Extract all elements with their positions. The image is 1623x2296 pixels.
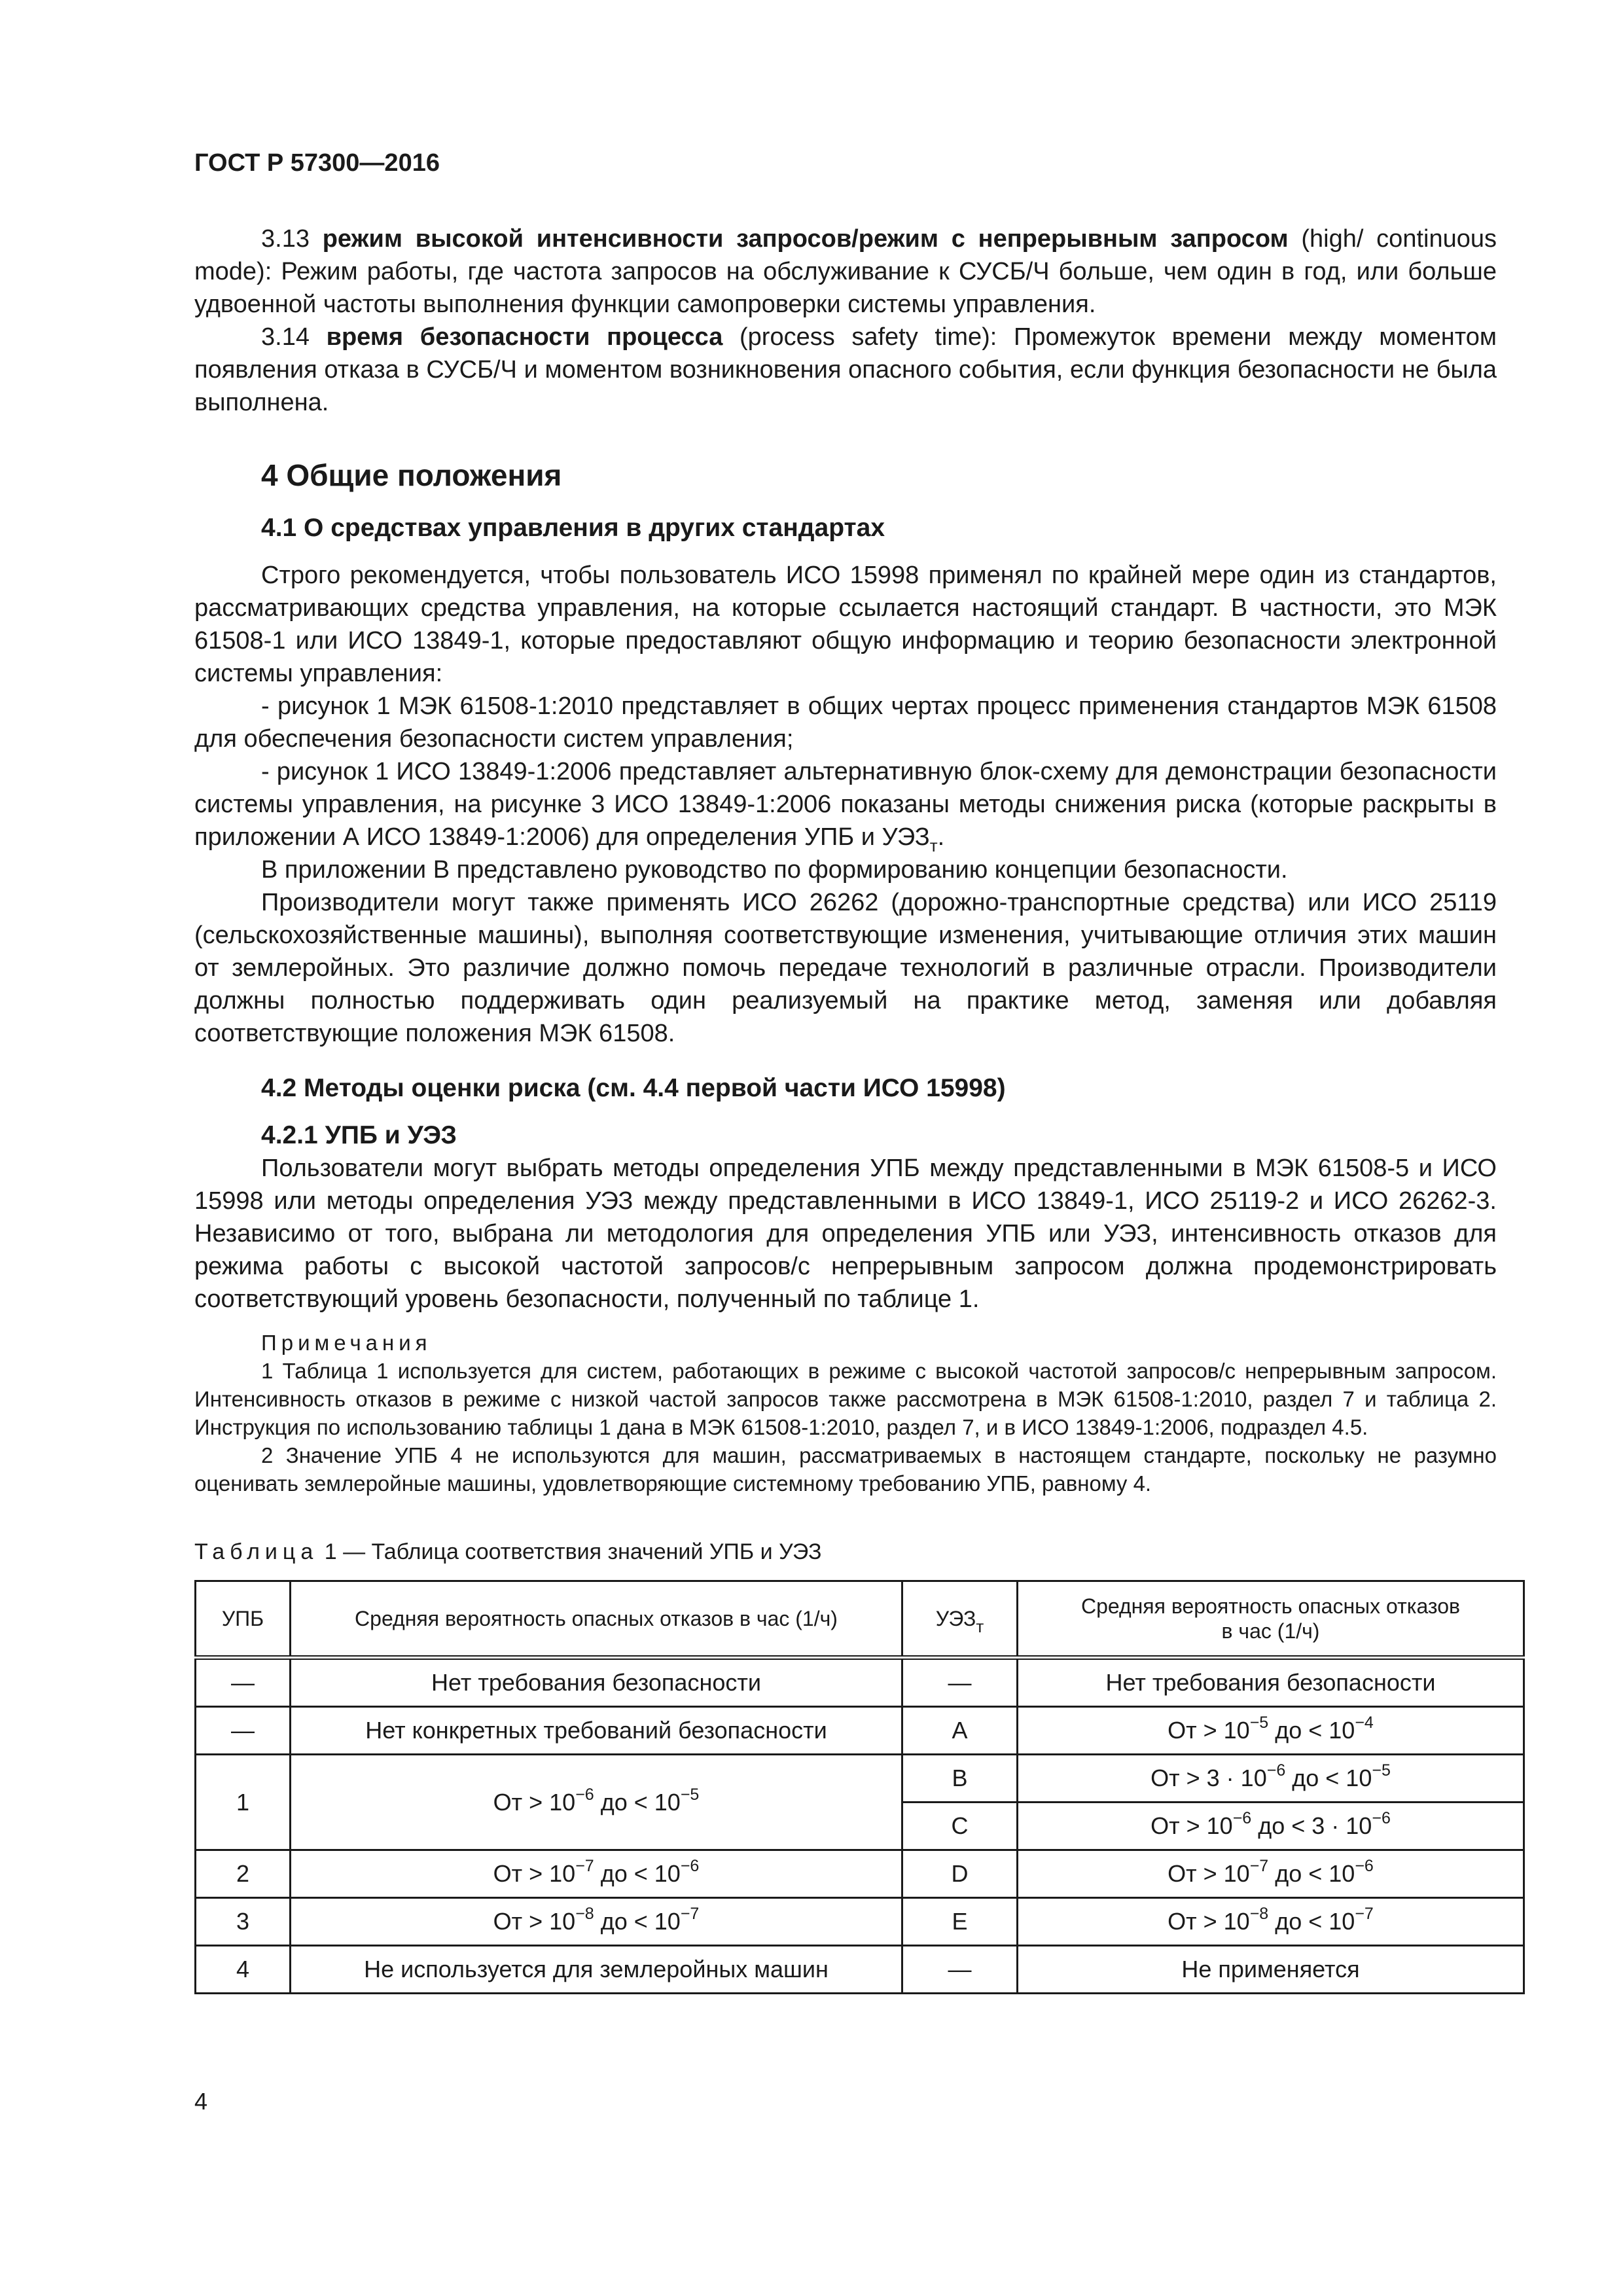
range-to: до < 10	[594, 1908, 681, 1935]
page-number: 4	[194, 2088, 208, 2115]
pl-probability-cell: Нет требования безопасности	[1018, 1658, 1524, 1707]
document-body	[194, 223, 1497, 1994]
column-header-pl	[902, 1581, 1018, 1658]
range-from: От > 10	[1168, 1908, 1250, 1935]
exponent: −7	[1355, 1905, 1374, 1923]
table-caption-label: Таблица	[194, 1539, 319, 1564]
paragraph: Пользователи могут выбрать методы определения УПБ между представленными в МЭК 61508-5 и ИСО 15998 или методы определения УЭЗ между представленными в ИСО 13849-1, ИСО 25119-2 и ИСО 26262-3. Независимо от того, выбрана ли методология для определения УПБ или УЭЗ, интенсивность отказов для режима работы с высокой частотой запросов/с непрерывным запросом должна продемонстрировать соответствующий уровень безопасности, полученный по таблице 1.	[194, 1155, 1497, 1313]
range-from: От > 10	[493, 1860, 576, 1887]
exponent: −8	[1249, 1905, 1269, 1923]
pl-cell: —	[902, 1946, 1018, 1994]
pl-probability-cell	[1018, 1707, 1524, 1755]
header-line-1: Средняя вероятность опасных отказов	[1080, 1594, 1461, 1618]
sil-cell: 2	[196, 1850, 291, 1898]
exponent: −5	[1249, 1713, 1269, 1732]
exponent: −6	[680, 1857, 700, 1875]
table-row	[196, 1946, 1524, 1994]
clause-3-13	[194, 223, 1497, 321]
column-header-pl-probability	[1018, 1581, 1524, 1658]
range-to: до < 10	[1268, 1860, 1355, 1887]
pl-probability-cell: Не применяется	[1018, 1946, 1524, 1994]
column-header-sil: УПБ	[196, 1581, 291, 1658]
exponent: −6	[1372, 1809, 1391, 1827]
pl-cell: E	[902, 1898, 1018, 1946]
range-to: до < 10	[594, 1788, 681, 1816]
section-heading-4-2: 4.2 Методы оценки риска (см. 4.4 первой части ИСО 15998)	[261, 1074, 1006, 1102]
sil-pl-table	[194, 1580, 1525, 1994]
paragraph: Производители могут также применять ИСО 26262 (дорожно-транспортные средства) или ИСО 25119 (сельскохозяйственные машины), выполняя соответствующие изменения, учитывающие отличия этих машин от землеройных. Это различие должно помочь передаче технологий в различные отрасли. Производители должны полностью поддерживать один реализуемый на практике метод, заменяя или добавляя соответствующие положения МЭК 61508.	[194, 889, 1497, 1047]
pl-probability-cell	[1018, 1850, 1524, 1898]
probability-cell: Не используется для землеройных машин	[291, 1946, 902, 1994]
range-from: От > 10	[493, 1908, 576, 1935]
paragraph: В приложении В представлено руководство по формированию концепции безопасности.	[261, 856, 1288, 884]
column-header-probability: Средняя вероятность опасных отказов в час (1/ч)	[291, 1581, 902, 1658]
clause-number: 3.13	[261, 225, 310, 253]
range-to: до < 10	[1268, 1908, 1355, 1935]
exponent: −6	[1232, 1809, 1252, 1827]
definition: (high/ continuous mode): Режим работы, где частота запросов на обслуживание к СУСБ/Ч больше, чем один в год, или больше удвоенной частоты выполнения функции самопроверки системы управления.	[194, 225, 1497, 318]
note-1: 1 Таблица 1 используется для систем, работающих в режиме с высокой частотой запросов/с непрерывным запросом. Интенсивность отказов в режиме с низкой частой запросов также рассмотрена в МЭК 61508-1:2010, раздел 7 и таблица 2. Инструкция по использованию таблицы 1 дана в МЭК 61508-1:2010, раздел 7, и в ИСО 13849-1:2006, подраздел 4.5.	[194, 1359, 1497, 1439]
note-2: 2 Значение УПБ 4 не используются для машин, рассматриваемых в настоящем стандарте, поскольку не разумно оценивать землеройные машины, удовлетворяющие системному требованию УПБ, равному 4.	[194, 1443, 1497, 1496]
table-row	[196, 1755, 1524, 1803]
range-from: От > 3 · 10	[1150, 1765, 1267, 1791]
range-to: до < 10	[1268, 1717, 1355, 1744]
table-row	[196, 1850, 1524, 1898]
section-heading-4: 4 Общие положения	[261, 458, 562, 492]
range-from: От > 10	[1168, 1717, 1250, 1744]
sil-cell: 1	[196, 1755, 291, 1850]
exponent: −6	[1266, 1761, 1286, 1780]
section-heading-4-2-1: 4.2.1 УПБ и УЭЗ	[261, 1121, 457, 1149]
term: время безопасности процесса	[326, 323, 723, 351]
notes-title: Примечания	[261, 1331, 432, 1355]
exponent: −7	[680, 1905, 700, 1923]
pl-probability-cell	[1018, 1803, 1524, 1850]
exponent: −5	[1372, 1761, 1391, 1780]
pl-label: УЭЗ	[935, 1607, 976, 1630]
sil-cell: 4	[196, 1946, 291, 1994]
section-heading-4-1: 4.1 О средствах управления в других стандартах	[261, 514, 885, 542]
probability-cell: Нет требования безопасности	[291, 1658, 902, 1707]
exponent: −8	[575, 1905, 594, 1923]
probability-cell	[291, 1850, 902, 1898]
probability-cell	[291, 1755, 902, 1850]
pl-probability-cell	[1018, 1755, 1524, 1803]
probability-cell	[291, 1898, 902, 1946]
document-header: ГОСТ Р 57300—2016	[194, 149, 440, 177]
table-row	[196, 1707, 1524, 1755]
table-header-row	[196, 1581, 1524, 1658]
list-item-end: .	[937, 823, 945, 851]
exponent: −6	[1355, 1857, 1374, 1875]
header-line-2: в час (1/ч)	[1221, 1619, 1320, 1643]
range-to: до < 10	[1285, 1765, 1372, 1791]
subscript: т	[929, 836, 938, 855]
range-from: От > 10	[1150, 1812, 1233, 1839]
sil-cell: —	[196, 1707, 291, 1755]
term: режим высокой интенсивности запросов/режим с непрерывным запросом	[322, 225, 1289, 253]
probability-cell: Нет конкретных требований безопасности	[291, 1707, 902, 1755]
table-row	[196, 1898, 1524, 1946]
pl-cell: C	[902, 1803, 1018, 1850]
table-caption	[194, 1535, 1497, 1568]
range-from: От > 10	[493, 1788, 576, 1816]
pl-cell: B	[902, 1755, 1018, 1803]
range-to: до < 10	[594, 1860, 681, 1887]
paragraph: Строго рекомендуется, чтобы пользователь ИСО 15998 применял по крайней мере один из стандартов, рассматривающих средства управления, на которые ссылается настоящий стандарт. В частности, это МЭК 61508-1 или ИСО 13849-1, которые предоставляют общую информацию и теорию безопасности электронной системы управления:	[194, 562, 1497, 687]
pl-cell: A	[902, 1707, 1018, 1755]
exponent: −6	[575, 1785, 594, 1804]
exponent: −5	[680, 1785, 700, 1804]
pl-cell: —	[902, 1658, 1018, 1707]
definition: (process safety time): Промежуток времени между моментом появления отказа в СУСБ/Ч и моментом возникновения опасного события, если функция безопасности не была выполнена.	[194, 323, 1497, 416]
range-to: до < 3 · 10	[1251, 1812, 1372, 1839]
range-from: От > 10	[1168, 1860, 1250, 1887]
pl-cell: D	[902, 1850, 1018, 1898]
table-caption-text: 1 — Таблица соответствия значений УПБ и УЭЗ	[318, 1539, 822, 1564]
notes-block	[194, 1329, 1497, 1498]
exponent: −7	[1249, 1857, 1269, 1875]
list-item	[194, 755, 1497, 853]
sil-cell: 3	[196, 1898, 291, 1946]
clause-number: 3.14	[261, 323, 310, 351]
table-row	[196, 1658, 1524, 1707]
sil-cell: —	[196, 1658, 291, 1707]
clause-3-14	[194, 321, 1497, 419]
subscript: т	[976, 1617, 984, 1636]
pl-probability-cell	[1018, 1898, 1524, 1946]
exponent: −7	[575, 1857, 594, 1875]
list-item: - рисунок 1 МЭК 61508-1:2010 представляет в общих чертах процесс применения стандартов МЭК 61508 для обеспечения безопасности систем управления;	[194, 692, 1497, 753]
list-item-text: - рисунок 1 ИСО 13849-1:2006 представляет альтернативную блок-схему для демонстрации безопасности системы управления, на рисунке 3 ИСО 13849-1:2006 показаны методы снижения риска (которые раскрыты в приложении А ИСО 13849-1:2006) для определения УПБ и УЭЗ	[194, 758, 1497, 851]
exponent: −4	[1355, 1713, 1374, 1732]
